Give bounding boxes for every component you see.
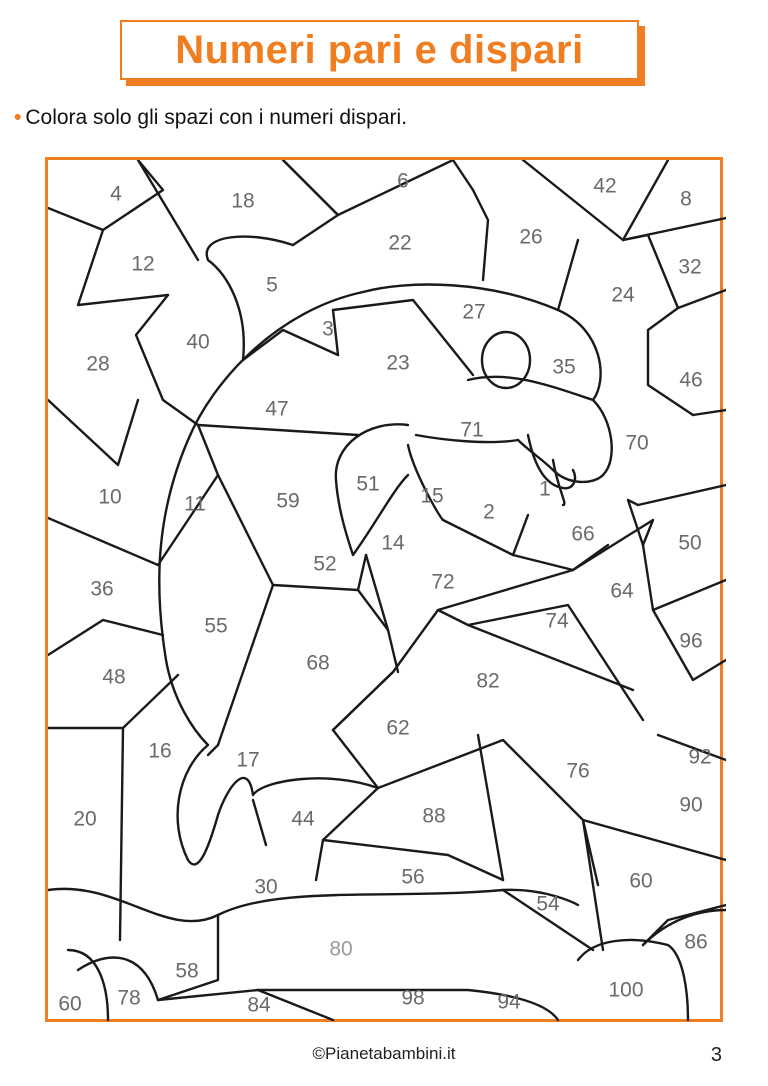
region-number: 17 bbox=[236, 748, 260, 772]
region-number: 8 bbox=[680, 187, 692, 211]
region-number: 5 bbox=[266, 273, 278, 297]
region-number: 92 bbox=[688, 745, 712, 769]
region-number: 70 bbox=[625, 431, 649, 455]
region-number: 80 bbox=[329, 937, 353, 961]
page-title: Numeri pari e dispari bbox=[175, 27, 584, 72]
region-number: 30 bbox=[254, 875, 278, 899]
region-number: 59 bbox=[276, 489, 300, 513]
region-number: 20 bbox=[73, 807, 97, 831]
region-number: 88 bbox=[422, 804, 446, 828]
region-number: 82 bbox=[476, 669, 500, 693]
region-number: 48 bbox=[102, 665, 126, 689]
title-box bbox=[120, 20, 639, 80]
region-number: 60 bbox=[629, 869, 653, 893]
footer-credit: ©Pianetabambini.it bbox=[312, 1044, 456, 1063]
region-number: 55 bbox=[204, 614, 228, 638]
coloring-puzzle bbox=[45, 157, 723, 1022]
region-number: 94 bbox=[497, 990, 521, 1014]
region-number: 62 bbox=[386, 716, 410, 740]
region-number: 74 bbox=[545, 609, 569, 633]
region-number: 12 bbox=[131, 252, 155, 276]
puzzle-drawing bbox=[48, 160, 726, 1025]
region-number: 68 bbox=[306, 651, 330, 675]
region-number: 84 bbox=[247, 993, 271, 1017]
region-number: 60 bbox=[58, 992, 82, 1016]
region-number: 76 bbox=[566, 759, 590, 783]
instruction bbox=[14, 106, 407, 130]
region-number: 10 bbox=[98, 485, 122, 509]
region-number: 26 bbox=[519, 225, 543, 249]
page-number: 3 bbox=[710, 1044, 722, 1066]
region-number: 11 bbox=[184, 492, 206, 516]
region-number: 27 bbox=[462, 300, 486, 324]
region-number: 1 bbox=[539, 477, 551, 501]
region-number: 3 bbox=[322, 317, 334, 341]
region-number: 23 bbox=[386, 351, 410, 375]
region-number: 6 bbox=[397, 169, 409, 193]
region-number: 78 bbox=[117, 986, 141, 1010]
region-number: 16 bbox=[148, 739, 172, 763]
region-number: 35 bbox=[552, 355, 576, 379]
region-number: 22 bbox=[388, 231, 412, 255]
region-number: 4 bbox=[110, 182, 122, 206]
region-number: 56 bbox=[401, 865, 425, 889]
region-number: 28 bbox=[86, 352, 110, 376]
region-number: 58 bbox=[175, 959, 199, 983]
region-number: 66 bbox=[571, 522, 595, 546]
region-number: 64 bbox=[610, 579, 634, 603]
region-number: 50 bbox=[678, 531, 702, 555]
region-number: 42 bbox=[593, 174, 617, 198]
instruction-text: Colora solo gli spazi con i numeri dispari. bbox=[25, 106, 408, 129]
region-number: 71 bbox=[460, 418, 484, 442]
region-number: 15 bbox=[420, 484, 444, 508]
region-number: 72 bbox=[431, 570, 455, 594]
region-number: 24 bbox=[611, 283, 635, 307]
region-number: 14 bbox=[381, 531, 405, 555]
region-number: 86 bbox=[684, 930, 708, 954]
region-number: 98 bbox=[401, 986, 425, 1010]
region-number: 100 bbox=[608, 978, 644, 1002]
region-number: 96 bbox=[679, 629, 703, 653]
region-number: 46 bbox=[679, 368, 703, 392]
region-number: 47 bbox=[265, 397, 289, 421]
region-number: 32 bbox=[678, 255, 702, 279]
region-number: 18 bbox=[231, 189, 255, 213]
region-number: 36 bbox=[90, 577, 114, 601]
region-number: 40 bbox=[186, 330, 210, 354]
region-number: 52 bbox=[313, 552, 337, 576]
bullet-icon: • bbox=[14, 106, 22, 129]
region-number: 2 bbox=[483, 500, 495, 524]
region-number: 51 bbox=[356, 472, 380, 496]
region-number: 54 bbox=[536, 892, 560, 916]
region-number: 44 bbox=[291, 807, 315, 831]
region-number: 90 bbox=[679, 793, 703, 817]
